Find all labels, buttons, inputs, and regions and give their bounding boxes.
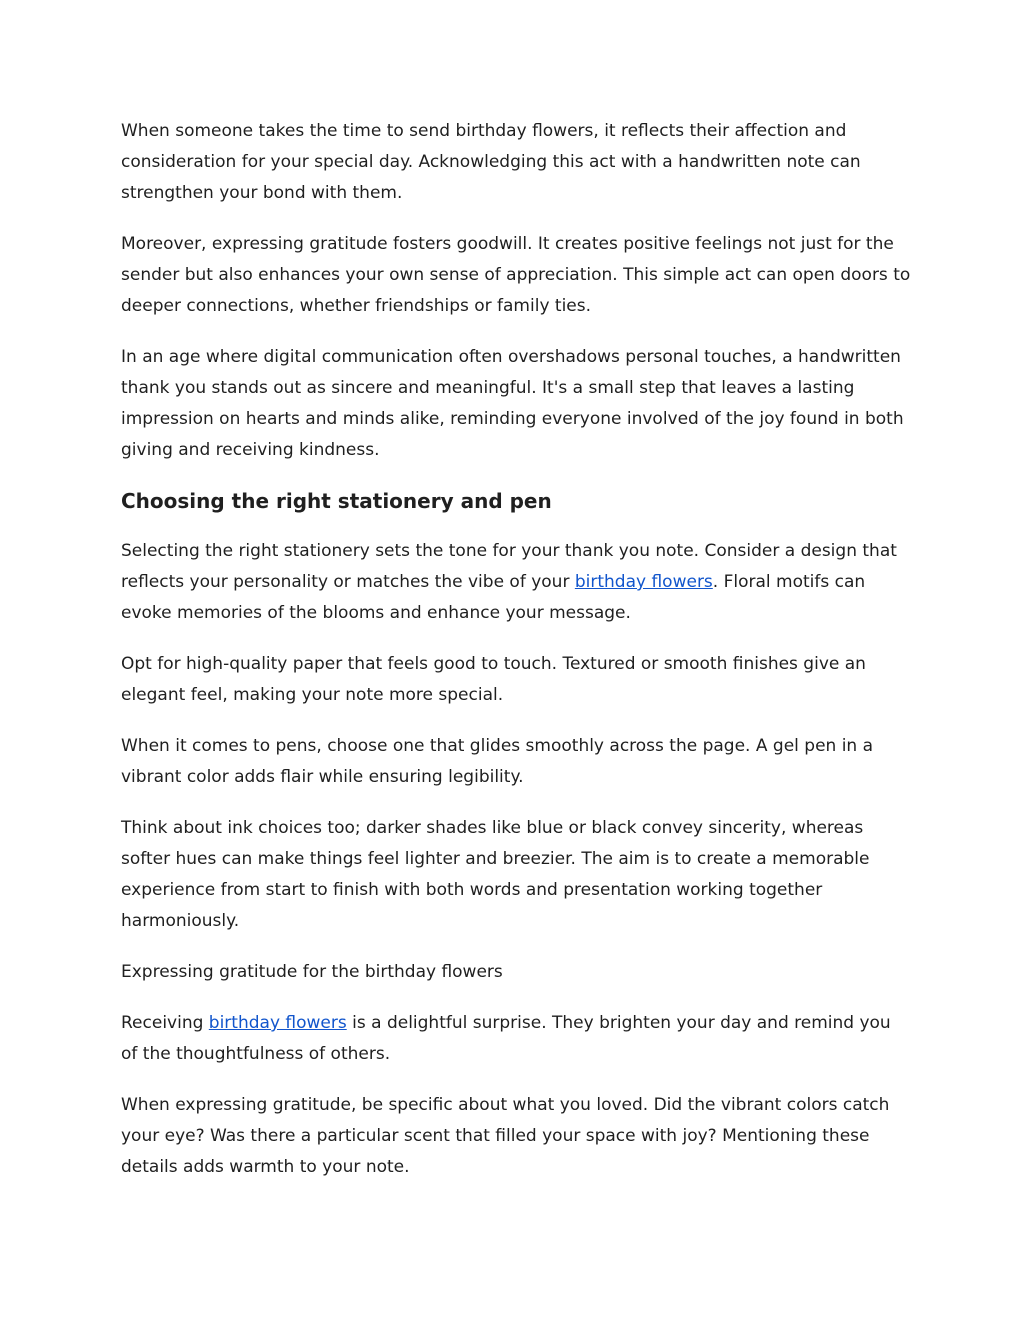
birthday-flowers-link[interactable]: birthday flowers xyxy=(208,1013,347,1033)
paragraph-gratitude-1 xyxy=(121,1008,911,1070)
paragraph-text: is a delightful surprise. They brighten your day and remind you of the thoughtfulness of others. xyxy=(121,1013,891,1064)
birthday-flowers-link[interactable]: birthday flowers xyxy=(574,572,713,592)
document-page xyxy=(121,116,911,1203)
paragraph-stationery-4: Think about ink choices too; darker shades like blue or black convey sincerity, whereas softer hues can make things feel lighter and breezier. The aim is to create a memorable experience from start to finish with both words and presentation working together harmoniously. xyxy=(121,818,870,931)
paragraph-stationery-3: When it comes to pens, choose one that glides smoothly across the page. A gel pen in a vibrant color adds flair while ensuring legibility. xyxy=(121,736,874,787)
paragraph-intro-3: In an age where digital communication often overshadows personal touches, a handwritten thank you stands out as sincere and meaningful. It's a small step that leaves a lasting impression on hearts and minds alike, reminding everyone involved of the joy found in both giving and receiving kindness. xyxy=(121,347,904,460)
paragraph-text: . Floral motifs can evoke memories of the blooms and enhance your message. xyxy=(121,572,866,623)
paragraph-text: Receiving xyxy=(121,1013,209,1033)
paragraph-stationery-2: Opt for high-quality paper that feels good to touch. Textured or smooth finishes give an elegant feel, making your note more special. xyxy=(121,654,866,705)
paragraph-gratitude-2: When expressing gratitude, be specific about what you loved. Did the vibrant colors catch your eye? Was there a particular scent that filled your space with joy? Mentioning these details adds warmth to your note. xyxy=(121,1095,890,1177)
paragraph-intro-1: When someone takes the time to send birthday flowers, it reflects their affection and consideration for your special day. Acknowledging this act with a handwritten note can strengthen your bond with them. xyxy=(121,121,861,203)
paragraph-intro-2: Moreover, expressing gratitude fosters goodwill. It creates positive feelings not just for the sender but also enhances your own sense of appreciation. This simple act can open doors to deeper connections, whether friendships or family ties. xyxy=(121,234,911,316)
paragraph-text: Selecting the right stationery sets the tone for your thank you note. Consider a design that reflects your personality or matches the vibe of your xyxy=(121,541,897,592)
section-heading-stationery: Choosing the right stationery and pen xyxy=(121,489,552,513)
paragraph-stationery-1 xyxy=(121,536,911,629)
section-heading-gratitude: Expressing gratitude for the birthday flowers xyxy=(121,962,503,982)
